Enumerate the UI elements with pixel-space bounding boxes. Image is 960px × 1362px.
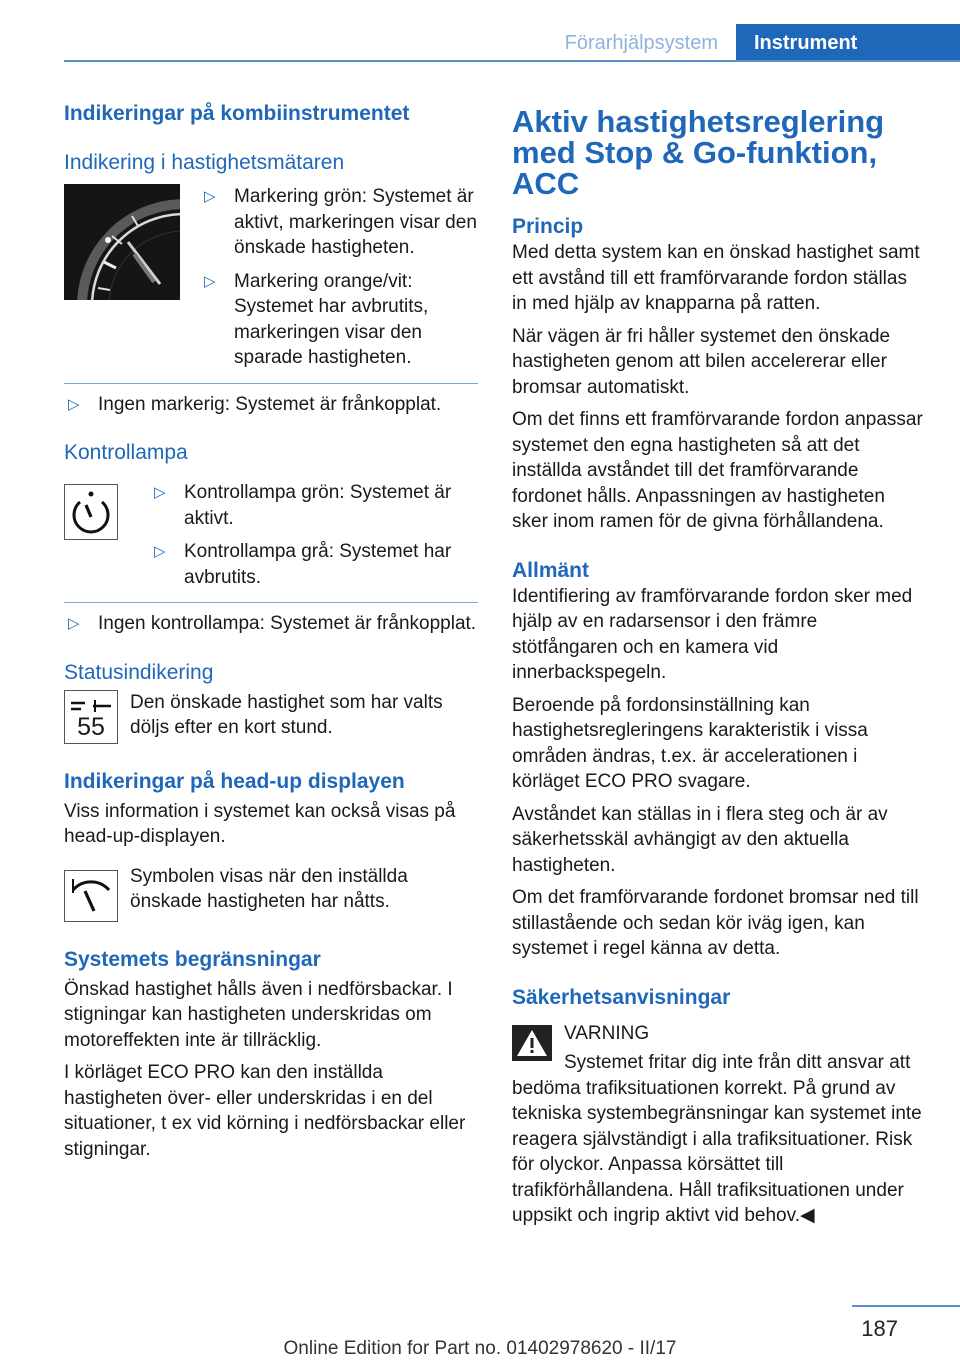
lamp-title: Kontrollampa — [64, 441, 188, 464]
princip-paragraph-1: Med detta system kan en önskad hastighet samt ett avstånd till ett framförvarande fordon ställas in med hjälp av knapparna på ratten. — [512, 242, 920, 314]
hud-title: Indikeringar på head-up displayen — [64, 769, 405, 793]
set-speed-number: 55 — [77, 712, 105, 741]
hud-symbol-text: Symbolen visas när den inställda önskade hastigheten har nåtts. — [130, 865, 408, 912]
warning-text: Systemet fritar dig inte från ditt ansvar att bedöma trafiksituationen korrekt. På grund av tekniska systembegränsningar kan systemet inte reagera självständigt i alla trafiksituationer. Risk för olyckor. Anpassa körsättet till trafikförhållandena. Håll trafiksituationen under uppsikt och ingrip aktivt vid behov.◀ — [512, 1052, 922, 1226]
safety-title: Säkerhetsanvisningar — [512, 985, 731, 1009]
header-section-label: Förarhjälpsystem — [564, 32, 718, 54]
triangle-bullet-icon: ▷ — [204, 272, 216, 290]
allmant-paragraph-4: Om det framförvarande fordonet bromsar ned till stillastående och sedan kör iväg igen, kan systemet i regel känna av detta. — [512, 887, 919, 959]
footer-rule — [852, 1305, 960, 1307]
allmant-paragraph-1: Identifiering av framförvarande fordon sker med hjälp av en radarsensor i den främre stötfångaren och en kamera vid innerbackspegeln. — [512, 585, 913, 683]
limits-paragraph-2: I körläget ECO PRO kan den inställda hastigheten över- eller underskridas i en del situationer, t ex vid körning i nedförsbackar eller stigningar. — [64, 1062, 466, 1160]
speedometer-image — [64, 184, 180, 300]
speedo-title: Indikering i hastighetsmätaren — [64, 151, 345, 174]
hud-speed-reached-icon — [64, 870, 118, 922]
speedo-figure-row — [64, 184, 478, 379]
allmant-paragraph-2: Beroende på fordonsinställning kan hastighetsregleringens karakteristik i vissa områden ändras, t.ex. är accelerationen i körläget ECO PRO svagare. — [512, 694, 868, 792]
edition-footer: Online Edition for Part no. 01402978620 - II/17 — [283, 1338, 677, 1359]
princip-title: Princip — [512, 215, 584, 238]
list-item: ▷ Kontrollampa grön: Systemet är aktivt. — [154, 482, 452, 529]
list-item: ▷ Kontrollampa grå: Systemet har avbrutits. — [154, 541, 452, 588]
warning-box — [512, 1021, 926, 1229]
triangle-bullet-icon: ▷ — [68, 395, 80, 413]
acc-control-lamp-icon — [64, 484, 118, 540]
triangle-bullet-icon: ▷ — [204, 188, 216, 205]
triangle-bullet-icon: ▷ — [154, 543, 166, 560]
list-item: ▷ Markering orange/vit: Systemet har avbrutits, markeringen visar den sparade hastigheten. — [204, 270, 429, 368]
list-item: ▷ Ingen markerig: Systemet är frånkopplat. — [64, 392, 478, 418]
princip-paragraph-3: Om det finns ett framförvarande fordon anpassar systemet den egna hastigheten så att det inställda avståndet till det framförvarande fordonet hålls. Anpassningen av hastigheten sker inom ramen för de givna förhållandena. — [512, 409, 923, 532]
limits-paragraph-1: Önskad hastighet hålls även i nedförsbackar. I stigningar kan hastigheten underskridas om motoreffekten inte är tillräcklig. — [64, 978, 453, 1051]
triangle-bullet-icon: ▷ — [68, 615, 80, 632]
list-item: ▷ Ingen kontrollampa: Systemet är frånkopplat. — [64, 611, 478, 637]
header-rule — [64, 60, 960, 62]
status-figure-row — [64, 690, 478, 748]
status-text: Den önskade hastighet som har valts döljs efter en kort stund. — [130, 691, 443, 738]
warning-triangle-icon — [512, 1025, 552, 1061]
page-number: 187 — [861, 1316, 898, 1341]
allmant-paragraph-3: Avståndet kan ställas in i flera steg och är av säkerhetsskäl avhängigt av den aktuella hastigheten. — [512, 803, 888, 876]
speedo-extra-list — [64, 392, 478, 418]
set-speed-55-icon — [64, 690, 118, 744]
hud-text: Viss information i systemet kan också visas på head-up-displayen. — [64, 800, 456, 847]
lamp-extra-list — [64, 611, 478, 637]
warning-label: VARNING — [564, 1022, 650, 1044]
kombi-title: Indikeringar på kombiinstrumentet — [64, 102, 410, 125]
divider — [64, 602, 478, 603]
speedo-list — [200, 184, 478, 371]
list-item: ▷ Markering grön: Systemet är aktivt, markeringen visar den önskade hastigheten. — [204, 186, 477, 258]
lamp-figure-row — [64, 480, 478, 598]
status-title: Statusindikering — [64, 660, 214, 684]
princip-paragraph-2: När vägen är fri håller systemet den önskade hastigheten genom att bilen accelererar eller bromsar automatiskt. — [512, 325, 891, 398]
hud-figure-row — [64, 864, 478, 922]
acc-main-title: Aktiv hastighetsreglering med Stop & Go-funktion, ACC — [512, 104, 885, 201]
header-tab: Instrument — [736, 24, 960, 62]
left-column — [64, 100, 478, 1169]
lamp-list — [150, 480, 478, 590]
divider — [64, 383, 478, 384]
right-column — [512, 100, 926, 1229]
allmant-title: Allmänt — [512, 558, 590, 582]
triangle-bullet-icon: ▷ — [154, 484, 166, 501]
limits-title: Systemets begränsningar — [64, 947, 321, 971]
